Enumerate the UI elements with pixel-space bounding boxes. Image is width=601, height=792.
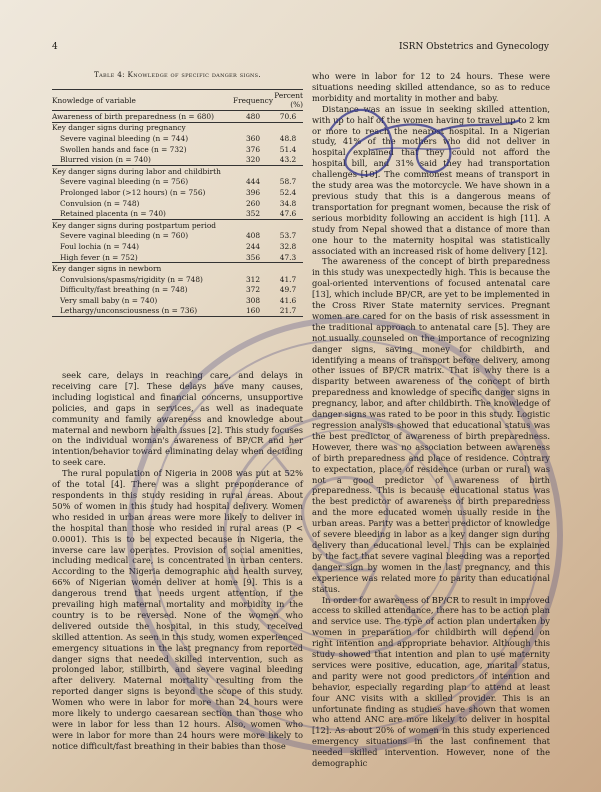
- page-header: [52, 42, 549, 52]
- row-frequency: [233, 122, 273, 133]
- row-percent: 51.4: [279, 144, 297, 154]
- table-row: [52, 198, 303, 209]
- table-row: [52, 122, 303, 133]
- table-row: [52, 219, 303, 230]
- row-label: Key danger signs during labor and childbirth: [52, 165, 233, 176]
- row-percent: [273, 165, 303, 176]
- row-frequency: [233, 263, 273, 274]
- table-row: [52, 133, 303, 144]
- row-label: Convulsions/spasms/rigidity (n = 748): [60, 274, 203, 284]
- row-percent: [273, 122, 303, 133]
- row-percent: 47.3: [279, 252, 297, 262]
- col-header-variable: Knowledge of variable: [52, 90, 233, 111]
- row-percent: 21.7: [273, 306, 303, 317]
- table-caption: Table 4: Knowledge of specific danger signs.: [93, 70, 262, 79]
- table-row: [52, 285, 303, 296]
- paragraph: The rural population of Nigeria in 2008 was put at 52% of the total [4]. There was a slight preponderance of respondents in this study residing in rural areas. About 50% of women in this study had hospital delivery. Women who resided in urban areas were more likely to deliver in the hospital than those who resided in rural areas (P < 0.0001). This is to be expected because in Nigeria, the inverse care law operates. Provision of social amenities, including medical care, is concentrated in urban centers. According to the Nigeria demographic and health survey, 66% of Nigerian women deliver at home [9]. This is a dangerous trend that needs urgent attention, if the prevailing high maternal mortality and morbidity in the country is to be reversed. None of the women who delivered outside the hospital, in this study, received skilled attention. As seen in this study, women experienced emergency situations in the last pregnancy from reported danger signs that needed skilled intervention, such as prolonged labor, stillbirth, and severe vaginal bleeding after delivery. Maternal mortality resulting from the reported danger signs is beyond the scope of this study. Women who were in labor for more than 24 hours were more likely to undergo caesarean section than those who were in labor for less than 12 hours. Also, women who were in labor for more than 24 hours were more likely to notice difficult/fast breathing in their babies than those: [52, 468, 303, 751]
- row-percent: 49.7: [279, 285, 297, 295]
- row-label: Key danger signs in newborn: [52, 263, 233, 274]
- row-frequency: [233, 165, 273, 176]
- row-label: Severe vaginal bleeding (n = 756): [60, 177, 189, 187]
- journal-title: ISRN Obstetrics and Gynecology: [398, 42, 549, 52]
- paragraph: The awareness of the concept of birth preparedness in this study was unexpectedly high. This is because the goal-oriented interventions of focused antenatal care [13], which include BP/CR, are yet to be implemented in the Cross River State maternity services. Pregnant women are cared for on the basis of risk assessment in the traditional approach to antenatal care [5]. They are not usually counseled on the importance of recognizing danger signs, saving money for childbirth, and identifying a means of transport before delivery, among other issues of BP/CR matrix. That is why there is a disparity between awareness of the concept of birth preparedness and knowledge of specific danger signs in pregnancy, labor, and after childbirth. The knowledge of danger signs was rated to be poor in this study. Logistic regression analysis showed that educational status was the best predictor of awareness of birth preparedness. However, there was no association between awareness of birth preparedness and place of residence. Contrary to expectation, place of residence (urban or rural) was not a good predictor of awareness of birth preparedness. This is because educational status was the best predictor of awareness of birth preparedness and the more educated women usually reside in the urban areas. Parity was a better predictor of knowledge of severe bleeding in labor as a key danger sign during delivery than educational level. This can be explained by the fact that severe vaginal bleeding was a reported danger sign by women in the last pregnancy, and this experience was related more to parity than educational status.: [312, 256, 550, 594]
- table-row: [52, 111, 303, 123]
- row-percent: 32.8: [279, 241, 297, 251]
- row-percent: 34.8: [279, 198, 297, 208]
- row-percent: 47.6: [279, 209, 297, 219]
- row-label: Difficulty/fast breathing (n = 748): [60, 285, 188, 295]
- row-label: Swollen hands and face (n = 732): [60, 144, 187, 154]
- table-row: [52, 263, 303, 274]
- table-row: [52, 208, 303, 219]
- row-frequency: 372: [245, 285, 261, 295]
- row-frequency: 396: [245, 187, 261, 197]
- col-header-percent: Percent (%): [274, 91, 303, 109]
- row-frequency: 260: [245, 198, 261, 208]
- table-row: [52, 306, 303, 317]
- paragraph: seek care, delays in reaching care, and delays in receiving care [7]. These delays have many causes, including logistical and financial concerns, unsupportive policies, and gaps in services, as well as inadequate community and family awareness and knowledge about maternal and newborn health issues [2]. This study focuses on the individual woman's awareness of BP/CR and her intention/behavior toward eliminating delay when deciding to seek care.: [52, 370, 303, 468]
- row-frequency: 320: [245, 155, 261, 165]
- left-column-text: [52, 370, 303, 752]
- row-percent: 48.8: [279, 133, 297, 143]
- row-frequency: 160: [233, 306, 273, 317]
- row-label: Severe vaginal bleeding (n = 760): [60, 231, 189, 241]
- row-percent: 43.2: [279, 155, 297, 165]
- row-label: Retained placenta (n = 740): [60, 209, 166, 219]
- row-frequency: 408: [245, 231, 261, 241]
- table-row: [52, 187, 303, 198]
- row-label: Very small baby (n = 740): [60, 295, 158, 305]
- col-header-frequency: Frequency: [233, 90, 273, 111]
- page-number: 4: [52, 42, 58, 52]
- row-percent: 58.7: [279, 177, 297, 187]
- paragraph: Distance was an issue in seeking skilled attention, with up to half of the women having to travel up to 2 km or more to reach the nearest hospital. In a Nigerian study, 41% of the mothers who did not deliver in hospital explained that they could not afford the hospital bill, and 31% said they had transportation challenges [10]. The commonest means of transport in the study area was the motorcycle. We have shown in a previous study that this is a dangerous means of transportation for pregnant women, because the risk of serious morbidity following an accident is high [11]. A study from Nepal showed that a distance of more than one hour to the maternity hospital was statistically associated with an increased risk of home delivery [12].: [312, 103, 550, 256]
- row-percent: [273, 263, 303, 274]
- table-row: [52, 295, 303, 306]
- row-percent: 41.6: [279, 295, 297, 305]
- row-frequency: 244: [245, 241, 261, 251]
- table-row: [52, 165, 303, 176]
- row-label: Awareness of birth preparedness (n = 680): [52, 111, 233, 123]
- table-row: [52, 154, 303, 165]
- row-frequency: 376: [245, 144, 261, 154]
- row-percent: 70.6: [273, 111, 303, 123]
- row-frequency: 444: [245, 177, 261, 187]
- table-row: [52, 144, 303, 155]
- row-percent: 41.7: [279, 274, 297, 284]
- row-label: Prolonged labor (>12 hours) (n = 756): [60, 187, 206, 197]
- row-frequency: 352: [245, 209, 261, 219]
- row-frequency: 312: [245, 274, 261, 284]
- row-frequency: 480: [233, 111, 273, 123]
- row-percent: [273, 219, 303, 230]
- table-row: [52, 252, 303, 263]
- row-label: Key danger signs during postpartum period: [52, 219, 233, 230]
- table-row: [52, 231, 303, 242]
- table-row: [52, 241, 303, 252]
- row-label: Key danger signs during pregnancy: [52, 122, 233, 133]
- table-row: [52, 177, 303, 188]
- row-label: Lethargy/unconsciousness (n = 736): [52, 306, 233, 317]
- row-percent: 52.4: [279, 187, 297, 197]
- row-label: Convulsion (n = 748): [60, 198, 140, 208]
- row-percent: 53.7: [279, 231, 297, 241]
- row-label: Foul lochia (n = 744): [60, 241, 140, 251]
- knowledge-table: [52, 89, 303, 317]
- row-label: High fever (n = 752): [60, 252, 138, 262]
- right-column-text: [312, 71, 550, 769]
- row-label: Severe vaginal bleeding (n = 744): [60, 133, 189, 143]
- danger-signs-table: [52, 70, 303, 317]
- row-label: Blurred vision (n = 740): [60, 155, 151, 165]
- paragraph: In order for awareness of BP/CR to result in improved access to skilled attendance, there has to be action plan and service use. The type of action plan undertaken by women in preparation for childbirth will depend on right intention and appropriate behavior. Although this study showed that intention and plan to use maternity services were positive, education, age, marital status, and parity were not good predictors of intention and behavior, especially regarding plan to attend at least four ANC visits with a skilled provider. This is an unfortunate finding as studies have shown that women who attend ANC are more likely to deliver in hospital [12]. As about 20% of women in this study experienced emergency situations in the last confinement that needed skilled intervention. However, none of the demographic: [312, 594, 550, 769]
- row-frequency: 356: [245, 252, 261, 262]
- table-row: [52, 274, 303, 285]
- row-frequency: 360: [245, 133, 261, 143]
- row-frequency: 308: [245, 295, 261, 305]
- row-frequency: [233, 219, 273, 230]
- paragraph: who were in labor for 12 to 24 hours. These were situations needing skilled attendance, so as to reduce morbidity and mortality in mother and baby.: [312, 71, 550, 103]
